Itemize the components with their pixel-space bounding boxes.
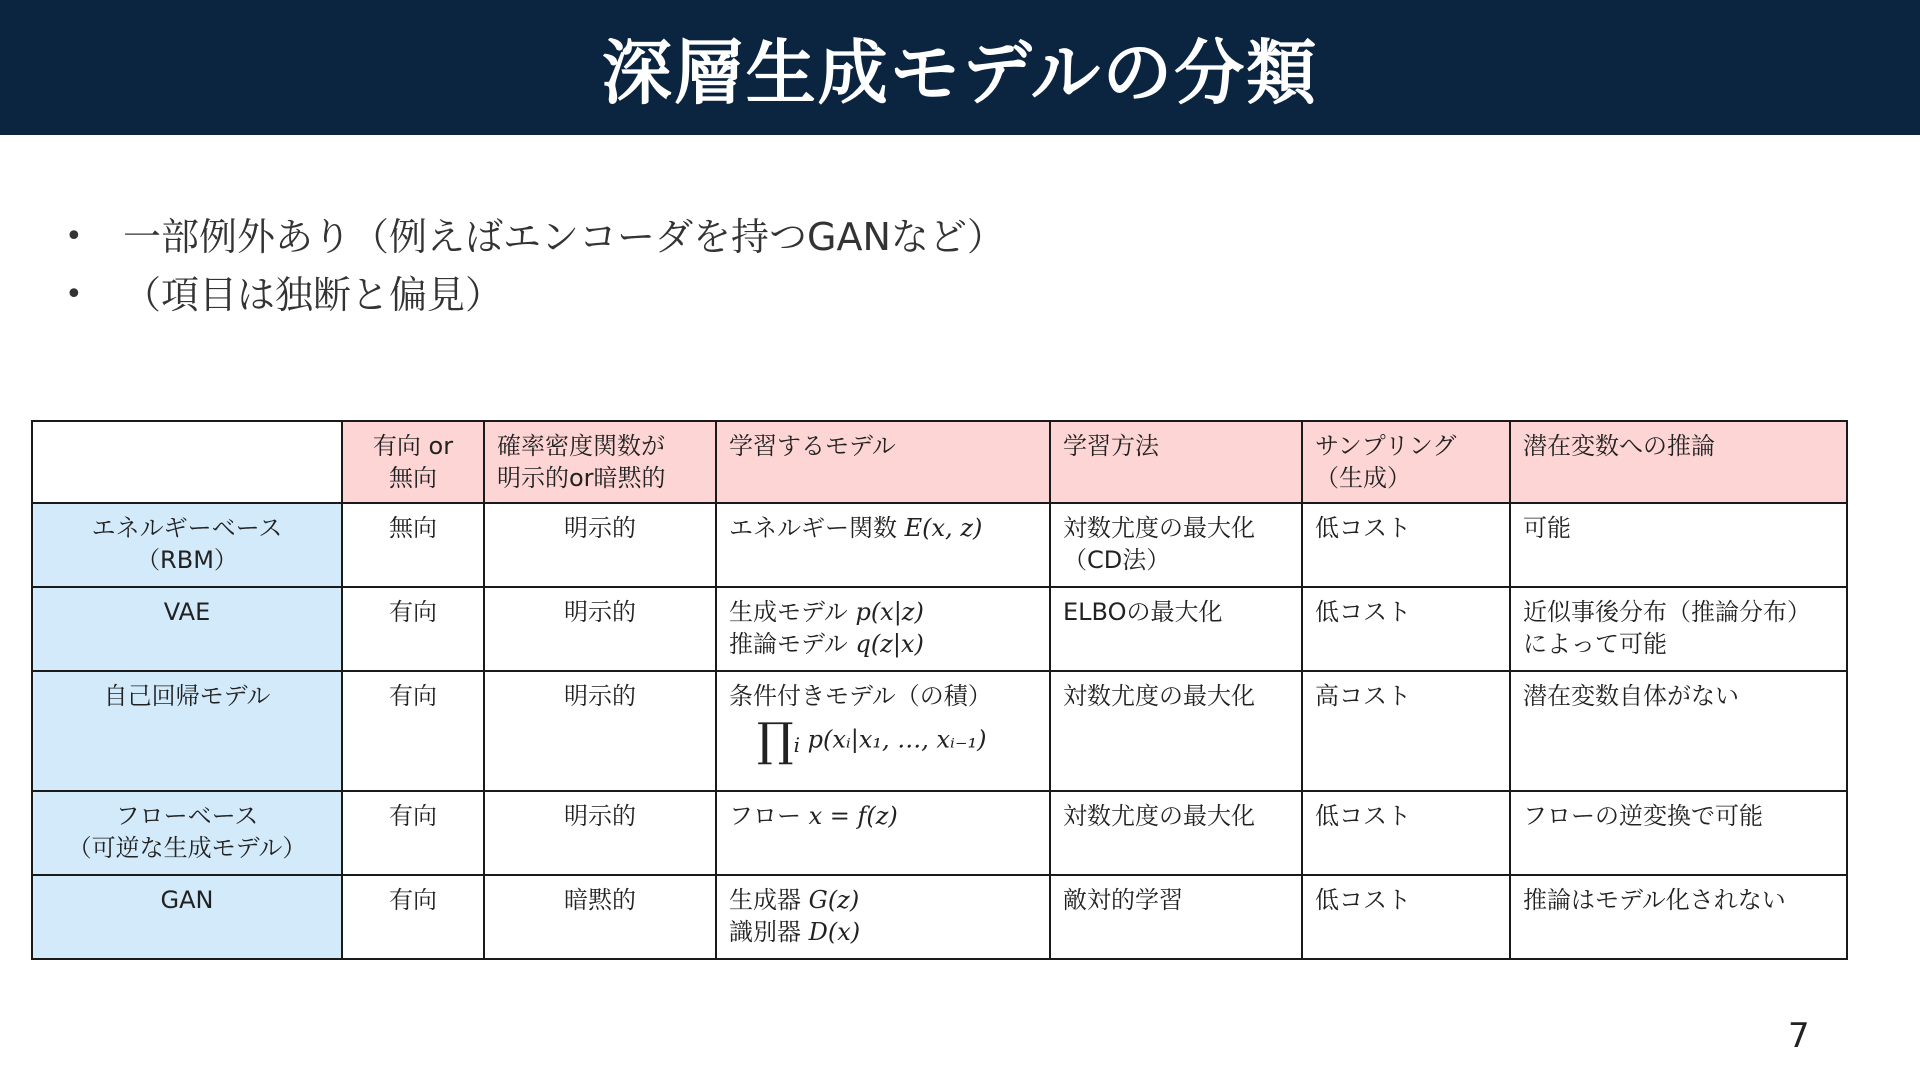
- table-header-row: [32, 421, 1847, 503]
- row-header-vae: VAE: [32, 587, 342, 671]
- cell-directed: 有向: [342, 587, 484, 671]
- cell-method: 対数尤度の最大化: [1050, 791, 1302, 875]
- cell-sampling: 低コスト: [1302, 791, 1510, 875]
- corner-cell: [32, 421, 342, 503]
- math-expression: x = f(z): [808, 802, 898, 830]
- header-density: 確率密度関数が 明示的or暗黙的: [484, 421, 716, 503]
- bullet-marker: •: [65, 219, 83, 254]
- cell-directed: 有向: [342, 671, 484, 791]
- cell-inference: 推論はモデル化されない: [1510, 875, 1847, 959]
- page-number: 7: [1788, 1016, 1810, 1056]
- table-row: [32, 791, 1847, 875]
- table-row: [32, 671, 1847, 791]
- header-directed: 有向 or 無向: [342, 421, 484, 503]
- math-expression: q(z|x): [855, 630, 924, 658]
- row-header-energy: エネルギーベース （RBM）: [32, 503, 342, 587]
- cell-model: フロー x = f(z): [716, 791, 1050, 875]
- cell-method: 対数尤度の最大化: [1050, 671, 1302, 791]
- title-bar: [0, 0, 1920, 135]
- table-row: [32, 875, 1847, 959]
- table-row: [32, 587, 1847, 671]
- cell-sampling: 低コスト: [1302, 587, 1510, 671]
- model-classification-table: [31, 420, 1848, 960]
- math-expression: p(x|z): [855, 598, 924, 626]
- cell-directed: 無向: [342, 503, 484, 587]
- cell-model: 条件付きモデル（の積） $\prod_i$ p(xᵢ|x₁, …, xᵢ₋₁): [716, 671, 1050, 791]
- bullet-list: [65, 208, 1005, 324]
- row-header-gan: GAN: [32, 875, 342, 959]
- cell-method: ELBOの最大化: [1050, 587, 1302, 671]
- bullet-item: [65, 266, 1005, 324]
- cell-density: 明示的: [484, 791, 716, 875]
- table-row: [32, 503, 1847, 587]
- math-expression: E(x, z): [904, 514, 983, 542]
- cell-model: 生成器 G(z) 識別器 D(x): [716, 875, 1050, 959]
- header-method: 学習方法: [1050, 421, 1302, 503]
- slide-title: 深層生成モデルの分類: [601, 32, 1319, 114]
- row-header-autoregressive: 自己回帰モデル: [32, 671, 342, 791]
- cell-directed: 有向: [342, 791, 484, 875]
- row-header-flow: フローベース （可逆な生成モデル）: [32, 791, 342, 875]
- cell-directed: 有向: [342, 875, 484, 959]
- cell-inference: 近似事後分布（推論分布）によって可能: [1510, 587, 1847, 671]
- cell-density: 明示的: [484, 671, 716, 791]
- header-model: 学習するモデル: [716, 421, 1050, 503]
- cell-sampling: 低コスト: [1302, 503, 1510, 587]
- cell-density: 暗黙的: [484, 875, 716, 959]
- bullet-marker: •: [65, 277, 83, 312]
- cell-inference: フローの逆変換で可能: [1510, 791, 1847, 875]
- cell-sampling: 低コスト: [1302, 875, 1510, 959]
- bullet-text: （項目は独断と偏見）: [123, 273, 504, 317]
- cell-model: 生成モデル p(x|z) 推論モデル q(z|x): [716, 587, 1050, 671]
- cell-method: 対数尤度の最大化 （CD法）: [1050, 503, 1302, 587]
- product-formula: $\prod_i$ p(xᵢ|x₁, …, xᵢ₋₁): [757, 712, 987, 767]
- cell-density: 明示的: [484, 587, 716, 671]
- math-expression: G(z): [808, 886, 860, 914]
- math-expression: D(x): [808, 918, 861, 946]
- cell-inference: 可能: [1510, 503, 1847, 587]
- bullet-item: [65, 208, 1005, 266]
- cell-density: 明示的: [484, 503, 716, 587]
- cell-sampling: 高コスト: [1302, 671, 1510, 791]
- cell-method: 敵対的学習: [1050, 875, 1302, 959]
- header-inference: 潜在変数への推論: [1510, 421, 1847, 503]
- cell-model: エネルギー関数 E(x, z): [716, 503, 1050, 587]
- bullet-text: 一部例外あり（例えばエンコーダを持つGANなど）: [123, 215, 1005, 259]
- header-sampling: サンプリング （生成）: [1302, 421, 1510, 503]
- cell-inference: 潜在変数自体がない: [1510, 671, 1847, 791]
